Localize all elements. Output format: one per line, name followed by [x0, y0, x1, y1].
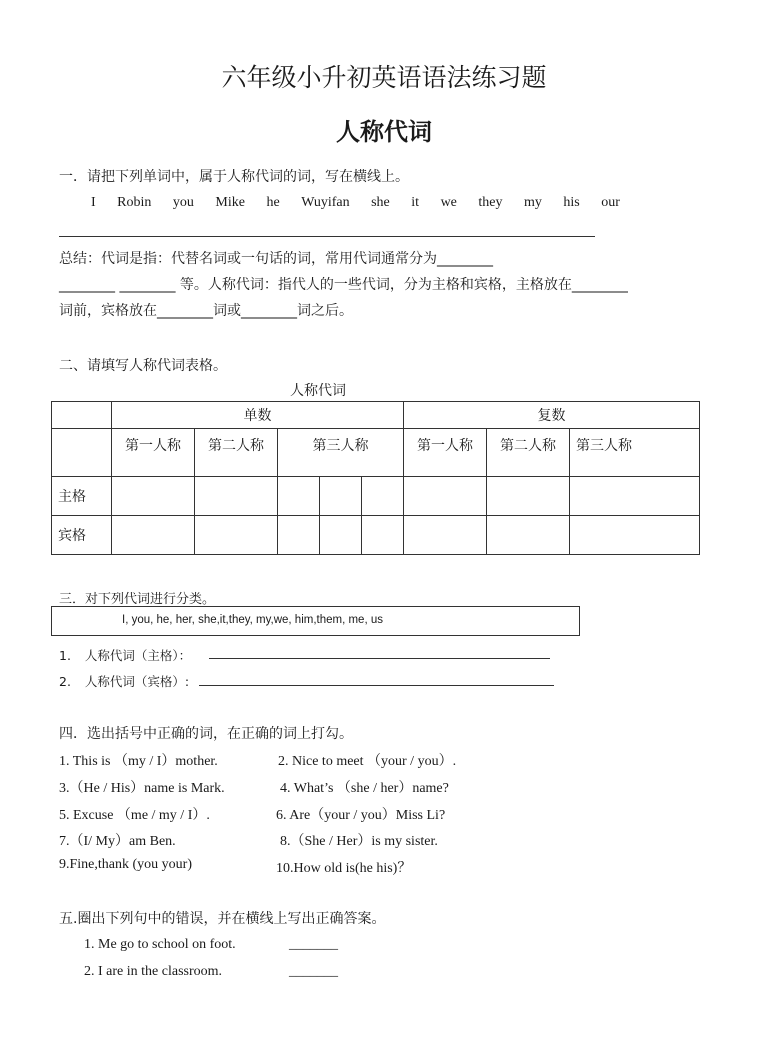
- section2-heading: 二、请填写人称代词表格。: [59, 358, 227, 374]
- item-label: 人称代词（宾格）:: [84, 674, 190, 689]
- section1-heading: 一．请把下列单词中，属于人称代词的词，写在横线上。: [59, 169, 409, 185]
- word: it: [411, 195, 420, 210]
- table-corner-cell: [52, 402, 112, 429]
- correction-blank-2: _______: [289, 964, 338, 979]
- word: she: [371, 195, 390, 210]
- table-cell-third: [278, 516, 404, 555]
- pronoun-table: [51, 401, 700, 555]
- person-header: 第三人称: [278, 429, 404, 477]
- word-box: [51, 606, 580, 636]
- correction-item-2: 2. I are in the classroom.: [84, 964, 223, 979]
- row-label-object: 宾格: [52, 516, 112, 555]
- section3-item-1: [59, 646, 191, 664]
- table-cell: [112, 516, 195, 555]
- word: Wuyifan: [301, 195, 350, 210]
- table-corner-cell: [52, 429, 112, 477]
- word: Robin: [117, 195, 152, 210]
- section1-word-list: [91, 195, 620, 211]
- question-4: 4. What’s （she / her）name?: [280, 781, 449, 796]
- table-cell: [112, 477, 195, 516]
- item-number: 2.: [59, 674, 71, 689]
- word: his: [563, 195, 580, 210]
- question-10: 10.How old is(he his)？: [276, 861, 412, 876]
- table-caption: 人称代词: [290, 383, 346, 399]
- question-5: 5. Excuse （me / my / I）.: [59, 808, 210, 823]
- word-box-text: I, you, he, her, she,it,they, my,we, him,them, me, us: [122, 614, 383, 626]
- word: our: [601, 195, 620, 210]
- singular-header: 单数: [112, 402, 404, 429]
- summary-line-2: ________ ________ 等。人称代词：指代人的一些代词，分为主格和宾格，主格放在________: [59, 277, 628, 293]
- summary-line-3: 词前，宾格放在________词或________词之后。: [59, 303, 353, 319]
- question-9: 9.Fine,thank (you your): [59, 857, 192, 872]
- question-3: 3.（He / His）name is Mark.: [59, 781, 225, 796]
- word: you: [172, 195, 194, 210]
- table-cell: [487, 477, 570, 516]
- person-header: 第二人称: [195, 429, 278, 477]
- table-cell: [195, 477, 278, 516]
- item-number: 1.: [59, 648, 71, 663]
- question-6: 6. Are（your / you）Miss Li?: [276, 808, 446, 823]
- question-7: 7.（I/ My）am Ben.: [59, 834, 176, 849]
- person-header: 第一人称: [404, 429, 487, 477]
- person-header: 第三人称: [570, 429, 700, 477]
- question-1: 1. This is （my / I）mother.: [59, 754, 218, 769]
- table-cell: [570, 516, 700, 555]
- page-subtitle: 人称代词: [336, 118, 432, 146]
- section4-heading: 四．选出括号中正确的词，在正确的词上打勾。: [59, 726, 353, 742]
- table-cell: [404, 477, 487, 516]
- table-cell: [487, 516, 570, 555]
- question-2: 2. Nice to meet （your / you）.: [278, 754, 457, 769]
- word: I: [91, 195, 96, 210]
- correction-item-1: 1. Me go to school on foot.: [84, 937, 236, 952]
- answer-line: [59, 236, 595, 237]
- question-8: 8.（She / Her）is my sister.: [280, 834, 438, 849]
- word: we: [440, 195, 457, 210]
- table-cell: [570, 477, 700, 516]
- table-cell: [404, 516, 487, 555]
- correction-blank-1: _______: [289, 937, 338, 952]
- row-label-subject: 主格: [52, 477, 112, 516]
- answer-line: [209, 658, 550, 659]
- word: Mike: [215, 195, 245, 210]
- person-header: 第二人称: [487, 429, 570, 477]
- word: they: [478, 195, 503, 210]
- answer-line: [199, 685, 554, 686]
- section5-heading: 五.圈出下列句中的错误，并在横线上写出正确答案。: [59, 911, 386, 927]
- section3-item-2: [59, 672, 189, 690]
- plural-header: 复数: [404, 402, 700, 429]
- table-cell-third: [278, 477, 404, 516]
- person-header: 第一人称: [112, 429, 195, 477]
- table-cell: [195, 516, 278, 555]
- summary-line-1: 总结：代词是指：代替名词或一句话的词，常用代词通常分为________: [59, 251, 493, 267]
- item-label: 人称代词（主格）：: [84, 648, 192, 663]
- page-title: 六年级小升初英语语法练习题: [221, 63, 547, 92]
- word: my: [524, 195, 542, 210]
- section3-heading: 三．对下列代词进行分类。: [59, 592, 216, 607]
- word: he: [266, 195, 280, 210]
